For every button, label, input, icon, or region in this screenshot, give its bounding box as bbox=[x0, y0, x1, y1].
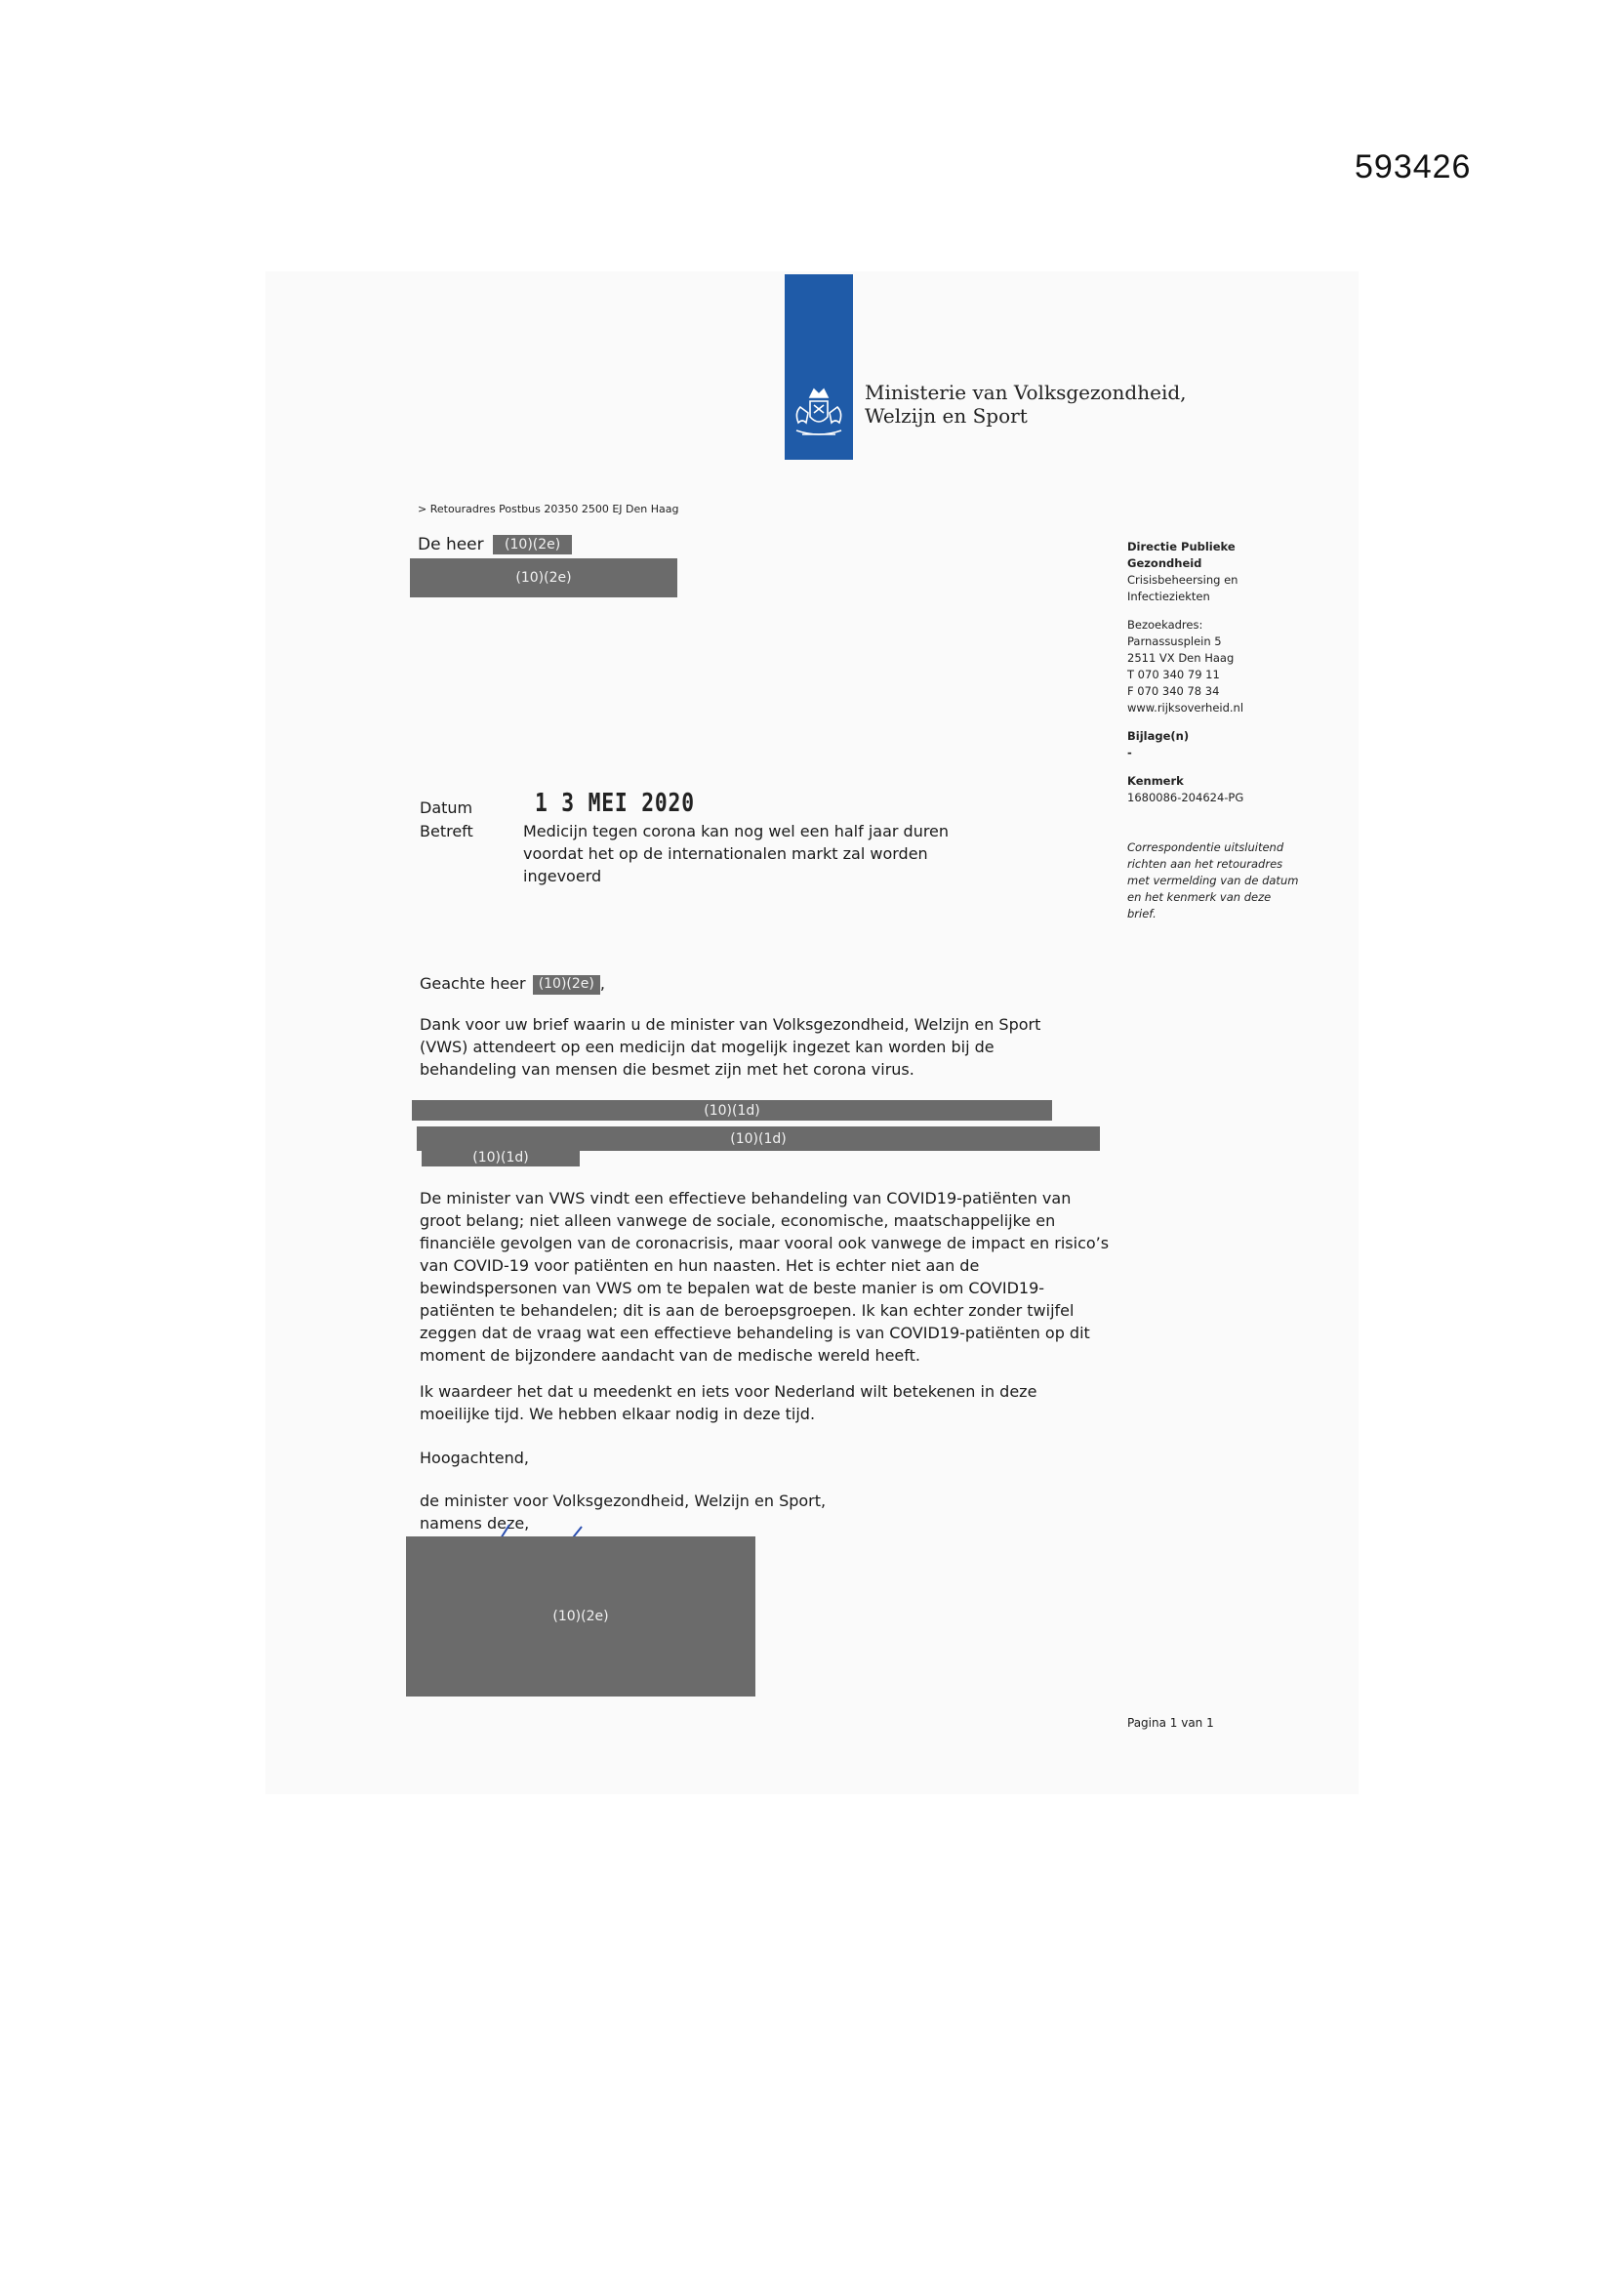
greeting-prefix: Geachte heer bbox=[420, 974, 526, 993]
reference-value: 1680086-204624-PG bbox=[1127, 791, 1244, 804]
paragraph-minister-view: De minister van VWS vindt een effectieve behandeling van COVID19-patiënten van groot belang; niet alleen vanwege de sociale, economische, maatschappelijke en financiële gevolgen van de coronacrisis, maar vooral ook vanwege de impact en risico’s van COVID-19 voor patiënten en hun naasten. Het is echter niet aan de bewindspersonen van VWS om te bepalen wat de beste manier is om COVID19-patiënten te behandelen; dit is aan de beroepsgroepen. Ik kan echter zonder twijfel zeggen dat de vraag wat een effectieve behandeling is van COVID19-patiënten op dit moment de bijzondere aandacht van de medische wereld heeft. bbox=[420, 1189, 1110, 1365]
greeting bbox=[420, 972, 605, 995]
correspondence-note-line3: met vermelding van de datum bbox=[1127, 874, 1299, 887]
paragraph-appreciation: Ik waardeer het dat u meedenkt en iets voor Nederland wilt betekenen in deze moeilijke tijd. We hebben elkaar nodig in deze tijd. bbox=[420, 1382, 1037, 1423]
redaction-1d-line1: (10)(1d) bbox=[412, 1100, 1052, 1121]
paragraph-intro: Dank voor uw brief waarin u de minister van Volksgezondheid, Welzijn en Sport (VWS) attendeert op een medicijn dat mogelijk ingezet kan worden bij de behandeling van mensen die besmet zijn met het corona virus. bbox=[420, 1015, 1041, 1079]
subdepartment-line1: Crisisbeheersing en bbox=[1127, 573, 1238, 587]
subject-value: Medicijn tegen corona kan nog wel een half jaar duren voordat het op de internationalen markt zal worden ingevoerd bbox=[523, 822, 950, 885]
fax-number: F 070 340 78 34 bbox=[1127, 684, 1220, 698]
reference-label: Kenmerk bbox=[1127, 774, 1184, 788]
visit-address-label: Bezoekadres: bbox=[1127, 618, 1203, 632]
recipient-name-redaction: (10)(2e) bbox=[493, 535, 572, 554]
department-name-line2: Gezondheid bbox=[1127, 556, 1202, 570]
document-number: 593426 bbox=[1355, 148, 1472, 185]
signature-redaction: (10)(2e) bbox=[406, 1536, 755, 1697]
department-name-line1: Directie Publieke bbox=[1127, 540, 1236, 553]
recipient-prefix: De heer bbox=[418, 535, 484, 554]
subdepartment-line2: Infectieziekten bbox=[1127, 590, 1210, 603]
greeting-comma: , bbox=[599, 974, 605, 993]
greeting-name-redaction: (10)(2e) bbox=[533, 975, 600, 995]
return-address: > Retouradres Postbus 20350 2500 EJ Den Haag bbox=[418, 503, 679, 515]
correspondence-note-line5: brief. bbox=[1127, 907, 1157, 920]
recipient-salutation bbox=[418, 535, 572, 554]
attachments-label: Bijlage(n) bbox=[1127, 729, 1190, 743]
visit-street: Parnassusplein 5 bbox=[1127, 634, 1222, 648]
redaction-1d-line3: (10)(1d) bbox=[422, 1148, 580, 1166]
correspondence-note-line1: Correspondentie uitsluitend bbox=[1127, 840, 1284, 854]
date-label: Datum bbox=[420, 798, 473, 817]
royal-coat-of-arms-icon bbox=[789, 384, 849, 446]
phone-number: T 070 340 79 11 bbox=[1127, 668, 1220, 681]
signatory-line1: de minister voor Volksgezondheid, Welzijn en Sport, bbox=[420, 1492, 827, 1510]
redaction-1d-line2: (10)(1d) bbox=[417, 1126, 1100, 1151]
attachments-value: - bbox=[1127, 746, 1132, 759]
date-stamp: 1 3 MEI 2020 bbox=[535, 789, 695, 818]
website: www.rijksoverheid.nl bbox=[1127, 701, 1244, 715]
visit-postcode-city: 2511 VX Den Haag bbox=[1127, 651, 1235, 665]
ministry-name-line2: Welzijn en Sport bbox=[865, 404, 1028, 428]
signatory-line2: namens deze, bbox=[420, 1514, 530, 1533]
correspondence-note-line2: richten aan het retouradres bbox=[1127, 857, 1283, 871]
ministry-name-line1: Ministerie van Volksgezondheid, bbox=[865, 381, 1187, 404]
sender-sidebar bbox=[1127, 539, 1322, 922]
closing: Hoogachtend, bbox=[420, 1449, 530, 1467]
recipient-address-redaction: (10)(2e) bbox=[410, 558, 677, 597]
correspondence-note-line4: en het kenmerk van deze bbox=[1127, 890, 1272, 904]
page-number: Pagina 1 van 1 bbox=[1127, 1716, 1214, 1730]
ministry-name bbox=[865, 381, 1187, 428]
subject-label: Betreft bbox=[420, 822, 473, 840]
